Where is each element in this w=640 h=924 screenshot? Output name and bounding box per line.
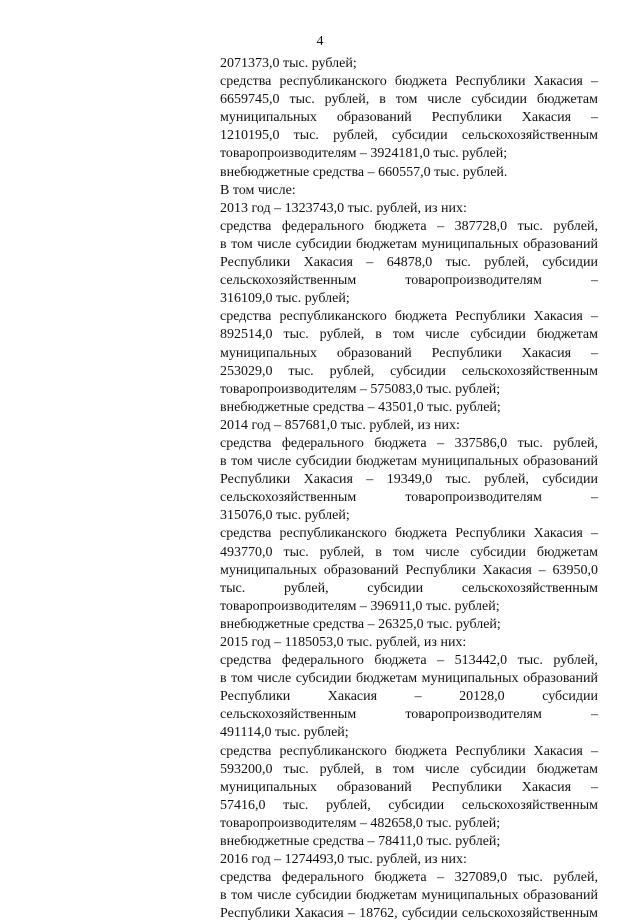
text-line: средства федерального бюджета – 337586,0 тыс. рублей, xyxy=(220,435,598,451)
text-line: средства федерального бюджета – 387728,0 тыс. рублей, xyxy=(220,218,598,234)
text-line: муниципальных образований Республики Хакасия – xyxy=(220,345,598,361)
text-line: 2016 год – 1274493,0 тыс. рублей, из них: xyxy=(220,852,467,868)
text-line: внебюджетные средства – 26325,0 тыс. рублей; xyxy=(220,616,501,632)
text-line: сельскохозяйственным товаропроизводителям – xyxy=(220,490,598,506)
text-line: Республики Хакасия – 19349,0 тыс. рублей, субсидии xyxy=(220,472,598,488)
text-line: в том числе субсидии бюджетам муниципальных образований xyxy=(220,454,598,470)
text-line: внебюджетные средства – 660557,0 тыс. рублей. xyxy=(220,164,508,180)
text-line: 57416,0 тыс. рублей, субсидии сельскохозяйственным xyxy=(220,797,598,813)
text-line: 2014 год – 857681,0 тыс. рублей, из них: xyxy=(220,417,460,433)
text-line: товаропроизводителям – 396911,0 тыс. рублей; xyxy=(220,598,500,614)
text-line: Республики Хакасия – 64878,0 тыс. рублей, субсидии xyxy=(220,255,598,271)
text-line: внебюджетные средства – 43501,0 тыс. рублей; xyxy=(220,399,501,415)
text-line: товаропроизводителям – 482658,0 тыс. рублей; xyxy=(220,815,501,831)
text-line: 253029,0 тыс. рублей, субсидии сельскохозяйственным xyxy=(220,363,598,379)
text-line: средства республиканского бюджета Республики Хакасия – xyxy=(220,309,598,325)
text-line: 491114,0 тыс. рублей; xyxy=(220,725,349,741)
text-line: 493770,0 тыс. рублей, в том числе субсидии бюджетам xyxy=(220,544,598,560)
text-line: тыс. рублей, субсидии сельскохозяйственным xyxy=(220,580,598,596)
text-line: муниципальных образований Республики Хакасия – 63950,0 xyxy=(220,562,598,578)
text-line: сельскохозяйственным товаропроизводителям – xyxy=(220,273,598,289)
text-line: средства федерального бюджета – 513442,0 тыс. рублей, xyxy=(220,653,598,669)
text-line: в том числе субсидии бюджетам муниципальных образований xyxy=(220,888,598,904)
text-line: средства республиканского бюджета Республики Хакасия – xyxy=(220,74,598,90)
text-line: товаропроизводителям – 3924181,0 тыс. рублей; xyxy=(220,146,508,162)
text-line: 892514,0 тыс. рублей, в том числе субсидии бюджетам xyxy=(220,327,598,343)
text-line: 6659745,0 тыс. рублей, в том числе субсидии бюджетам xyxy=(220,92,598,108)
text-line: 2013 год – 1323743,0 тыс. рублей, из них: xyxy=(220,200,467,216)
text-line: 2071373,0 тыс. рублей; xyxy=(220,56,357,71)
text-line: средства республиканского бюджета Республики Хакасия – xyxy=(220,743,598,759)
page-number: 4 xyxy=(316,34,324,49)
text-line: средства федерального бюджета – 327089,0 тыс. рублей, xyxy=(220,870,598,886)
text-line: в том числе субсидии бюджетам муниципальных образований xyxy=(220,236,598,252)
text-line: муниципальных образований Республики Хакасия – xyxy=(220,779,598,795)
text-line: 1210195,0 тыс. рублей, субсидии сельскохозяйственным xyxy=(220,128,598,144)
text-line: в том числе субсидии бюджетам муниципальных образований xyxy=(220,671,598,687)
document-body xyxy=(220,55,598,924)
text-line: 593200,0 тыс. рублей, в том числе субсидии бюджетам xyxy=(220,761,598,777)
text-line: В том числе: xyxy=(220,182,296,198)
text-line: 315076,0 тыс. рублей; xyxy=(220,508,350,524)
text-line: муниципальных образований Республики Хакасия – xyxy=(220,110,598,126)
text-line: внебюджетные средства – 78411,0 тыс. рублей; xyxy=(220,834,501,850)
text-line: сельскохозяйственным товаропроизводителям – xyxy=(220,707,598,723)
text-line: 316109,0 тыс. рублей; xyxy=(220,291,350,307)
text-line: 2015 год – 1185053,0 тыс. рублей, из них: xyxy=(220,635,467,650)
text-line: Республики Хакасия – 18762, субсидии сельскохозяйственным xyxy=(220,906,598,922)
text-line: средства республиканского бюджета Республики Хакасия – xyxy=(220,526,598,542)
text-line: Республики Хакасия – 20128,0 субсидии xyxy=(220,689,598,705)
text-line: товаропроизводителям – 575083,0 тыс. рублей; xyxy=(220,381,501,397)
